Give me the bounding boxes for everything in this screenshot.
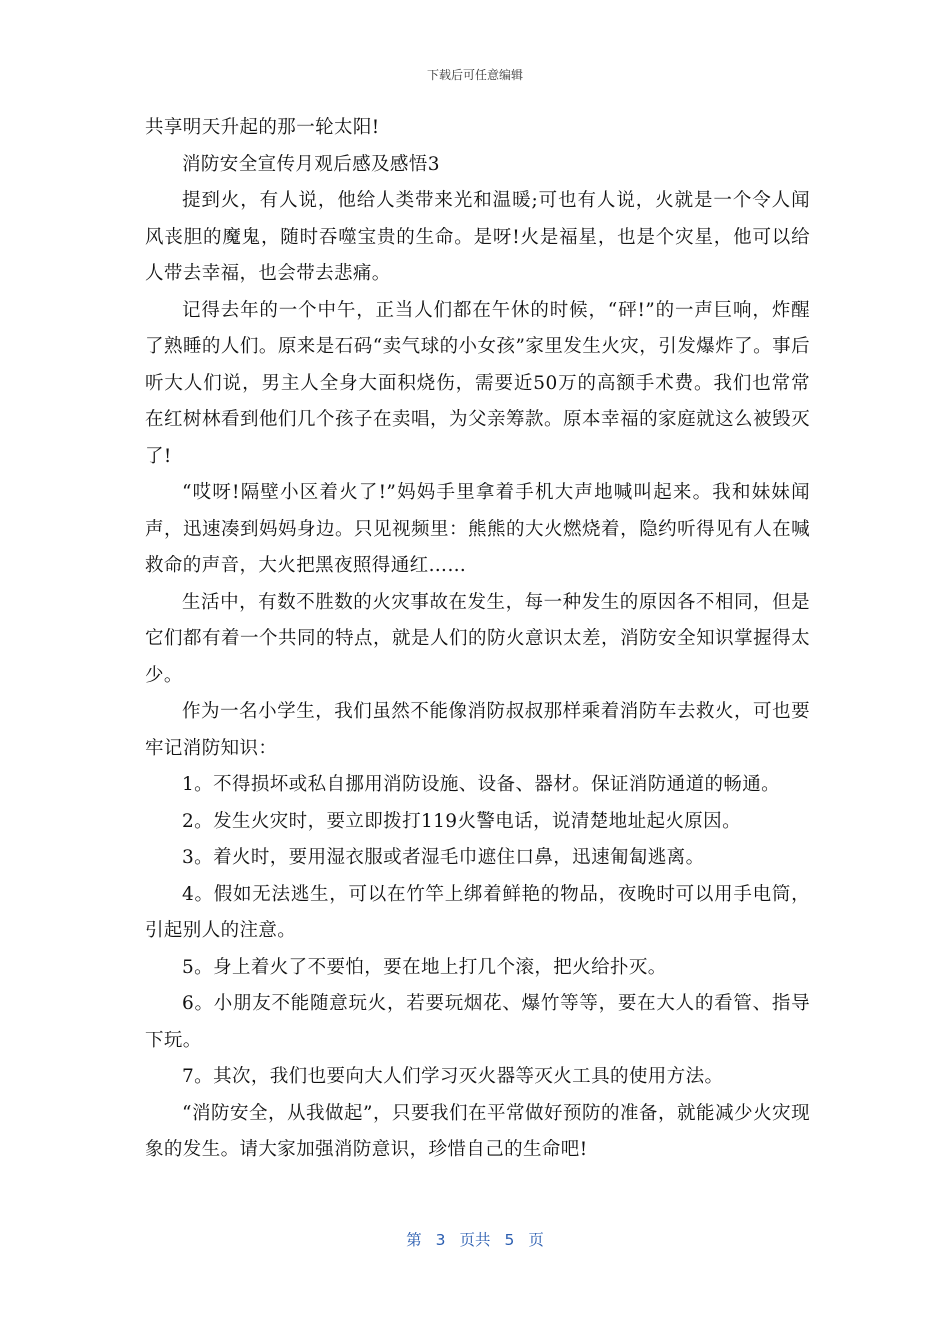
footer-suffix: 页 bbox=[528, 1231, 544, 1249]
footer-middle: 页共 bbox=[459, 1231, 491, 1249]
list-item: 1。不得损坏或私自挪用消防设施、设备、器材。保证消防通道的畅通。 bbox=[182, 774, 781, 795]
paragraph: 作为一名小学生，我们虽然不能像消防叔叔那样乘着消防车去救火，可也要牢记消防知识： bbox=[145, 701, 810, 759]
list-item: 4。假如无法逃生，可以在竹竿上绑着鲜艳的物品，夜晚时可以用手电筒，引起别人的注意。 bbox=[145, 883, 810, 941]
current-page-number: 3 bbox=[435, 1231, 446, 1249]
list-item: 7。其次，我们也要向大人们学习灭火器等灭火工具的使用方法。 bbox=[182, 1066, 724, 1087]
document-body bbox=[145, 110, 810, 1169]
page-footer bbox=[0, 1228, 950, 1250]
list-item: 6。小朋友不能随意玩火，若要玩烟花、爆竹等等，要在大人的看管、指导下玩。 bbox=[145, 993, 810, 1051]
list-item: 5。身上着火了不要怕，要在地上打几个滚，把火给扑灭。 bbox=[182, 956, 667, 978]
paragraph: 共享明天升起的那一轮太阳! bbox=[145, 117, 380, 138]
total-pages-number: 5 bbox=[504, 1231, 515, 1249]
list-item: 3。着火时，要用湿衣服或者湿毛巾遮住口鼻，迅速匍匐逃离。 bbox=[182, 847, 705, 868]
paragraph: “消防安全，从我做起”，只要我们在平常做好预防的准备，就能减少火灾现象的发生。请大家加强消防意识，珍惜自己的生命吧! bbox=[145, 1102, 810, 1160]
list-item: 2。发生火灾时，要立即拨打119火警电话，说清楚地址起火原因。 bbox=[182, 810, 741, 832]
paragraph: “哎呀!隔壁小区着火了!”妈妈手里拿着手机大声地喊叫起来。我和妹妹闻声，迅速凑到妈妈身边。只见视频里：熊熊的大火燃烧着，隐约听得见有人在喊救命的声音，大火把黑夜照得通红…… bbox=[145, 482, 810, 576]
paragraph: 提到火，有人说，他给人类带来光和温暖;可也有人说，火就是一个令人闻风丧胆的魔鬼，随时吞噬宝贵的生命。是呀!火是福星，也是个灾星，他可以给人带去幸福，也会带去悲痛。 bbox=[145, 190, 810, 284]
page-header: 下载后可任意编辑 bbox=[426, 68, 523, 82]
footer-prefix: 第 bbox=[406, 1231, 422, 1249]
paragraph: 生活中，有数不胜数的火灾事故在发生，每一种发生的原因各不相同，但是它们都有着一个共同的特点，就是人们的防火意识太差，消防安全知识掌握得太少。 bbox=[145, 591, 810, 686]
section-title: 消防安全宣传月观后感及感悟3 bbox=[182, 153, 440, 175]
paragraph: 记得去年的一个中午，正当人们都在午休的时候，“砰!”的一声巨响，炸醒了熟睡的人们。原来是石码“卖气球的小女孩”家里发生火灾，引发爆炸了。事后听大人们说，男主人全身大面积烧伤，需要近50万的高额手术费。我们也常常在红树林看到他们几个孩子在卖唱，为父亲筹款。原本幸福的家庭就这么被毁灭了! bbox=[145, 299, 810, 467]
